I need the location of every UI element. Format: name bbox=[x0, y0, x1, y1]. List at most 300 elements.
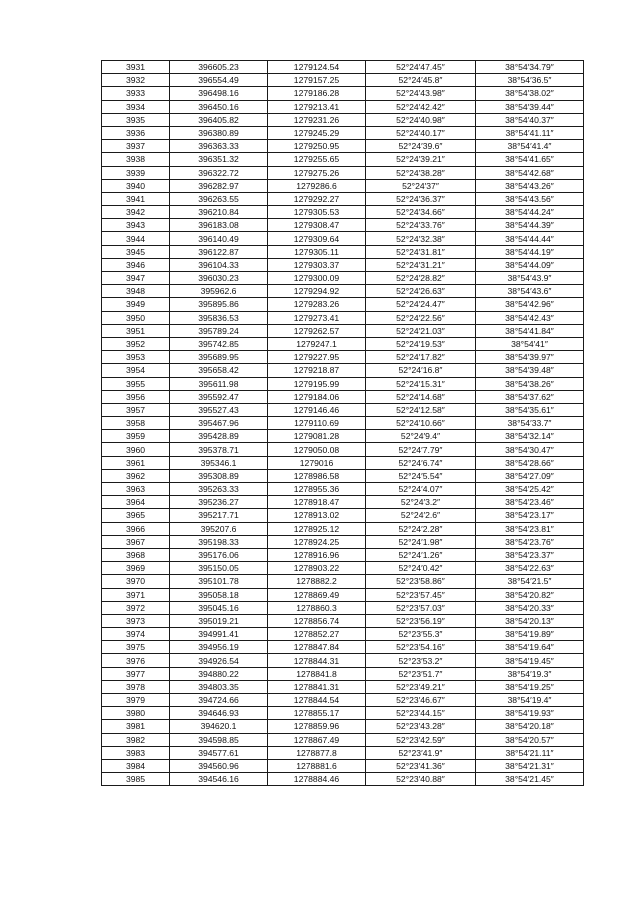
y-coordinate-cell: 1278955.36 bbox=[268, 483, 366, 496]
longitude-cell: 38°54′41″ bbox=[476, 337, 584, 350]
longitude-cell: 38°54′44.09″ bbox=[476, 258, 584, 271]
point-number-cell: 3954 bbox=[102, 364, 170, 377]
latitude-cell: 52°24′28.82″ bbox=[366, 272, 476, 285]
point-number-cell: 3970 bbox=[102, 575, 170, 588]
longitude-cell: 38°54′21.11″ bbox=[476, 746, 584, 759]
longitude-cell: 38°54′44.24″ bbox=[476, 206, 584, 219]
point-number-cell: 3950 bbox=[102, 311, 170, 324]
longitude-cell: 38°54′23.76″ bbox=[476, 535, 584, 548]
longitude-cell: 38°54′30.47″ bbox=[476, 443, 584, 456]
point-number-cell: 3958 bbox=[102, 417, 170, 430]
x-coordinate-cell: 394646.93 bbox=[170, 707, 268, 720]
point-number-cell: 3955 bbox=[102, 377, 170, 390]
y-coordinate-cell: 1279110.69 bbox=[268, 417, 366, 430]
y-coordinate-cell: 1279300.09 bbox=[268, 272, 366, 285]
y-coordinate-cell: 1279218.87 bbox=[268, 364, 366, 377]
longitude-cell: 38°54′20.82″ bbox=[476, 588, 584, 601]
x-coordinate-cell: 396498.16 bbox=[170, 87, 268, 100]
y-coordinate-cell: 1279146.46 bbox=[268, 403, 366, 416]
table-row bbox=[102, 680, 584, 693]
y-coordinate-cell: 1279016 bbox=[268, 456, 366, 469]
x-coordinate-cell: 396210.84 bbox=[170, 206, 268, 219]
table-row bbox=[102, 575, 584, 588]
table-row bbox=[102, 206, 584, 219]
longitude-cell: 38°54′38.02″ bbox=[476, 87, 584, 100]
latitude-cell: 52°24′14.68″ bbox=[366, 390, 476, 403]
longitude-cell: 38°54′19.45″ bbox=[476, 654, 584, 667]
longitude-cell: 38°54′19.4″ bbox=[476, 694, 584, 707]
latitude-cell: 52°23′46.67″ bbox=[366, 694, 476, 707]
table-row bbox=[102, 377, 584, 390]
x-coordinate-cell: 394880.22 bbox=[170, 667, 268, 680]
y-coordinate-cell: 1279227.95 bbox=[268, 351, 366, 364]
point-number-cell: 3969 bbox=[102, 562, 170, 575]
point-number-cell: 3976 bbox=[102, 654, 170, 667]
y-coordinate-cell: 1278852.27 bbox=[268, 628, 366, 641]
y-coordinate-cell: 1278867.49 bbox=[268, 733, 366, 746]
table-row bbox=[102, 232, 584, 245]
latitude-cell: 52°23′41.36″ bbox=[366, 759, 476, 772]
latitude-cell: 52°23′51.7″ bbox=[366, 667, 476, 680]
longitude-cell: 38°54′23.37″ bbox=[476, 548, 584, 561]
y-coordinate-cell: 1278841.31 bbox=[268, 680, 366, 693]
table-row bbox=[102, 153, 584, 166]
table-row bbox=[102, 100, 584, 113]
x-coordinate-cell: 395019.21 bbox=[170, 614, 268, 627]
x-coordinate-cell: 395198.33 bbox=[170, 535, 268, 548]
longitude-cell: 38°54′36.5″ bbox=[476, 74, 584, 87]
point-number-cell: 3938 bbox=[102, 153, 170, 166]
point-number-cell: 3932 bbox=[102, 74, 170, 87]
point-number-cell: 3962 bbox=[102, 469, 170, 482]
table-row bbox=[102, 759, 584, 772]
x-coordinate-cell: 396405.82 bbox=[170, 113, 268, 126]
latitude-cell: 52°24′40.98″ bbox=[366, 113, 476, 126]
y-coordinate-cell: 1279186.28 bbox=[268, 87, 366, 100]
point-number-cell: 3981 bbox=[102, 720, 170, 733]
point-number-cell: 3951 bbox=[102, 324, 170, 337]
longitude-cell: 38°54′21.5″ bbox=[476, 575, 584, 588]
latitude-cell: 52°24′7.79″ bbox=[366, 443, 476, 456]
y-coordinate-cell: 1278916.96 bbox=[268, 548, 366, 561]
coordinates-table bbox=[101, 60, 584, 786]
x-coordinate-cell: 395263.33 bbox=[170, 483, 268, 496]
longitude-cell: 38°54′34.79″ bbox=[476, 61, 584, 74]
point-number-cell: 3939 bbox=[102, 166, 170, 179]
latitude-cell: 52°24′9.4″ bbox=[366, 430, 476, 443]
x-coordinate-cell: 395527.43 bbox=[170, 403, 268, 416]
longitude-cell: 38°54′20.18″ bbox=[476, 720, 584, 733]
table-row bbox=[102, 535, 584, 548]
table-row bbox=[102, 192, 584, 205]
longitude-cell: 38°54′41.4″ bbox=[476, 140, 584, 153]
latitude-cell: 52°24′19.53″ bbox=[366, 337, 476, 350]
y-coordinate-cell: 1278986.58 bbox=[268, 469, 366, 482]
latitude-cell: 52°24′17.82″ bbox=[366, 351, 476, 364]
latitude-cell: 52°24′22.56″ bbox=[366, 311, 476, 324]
table-row bbox=[102, 285, 584, 298]
x-coordinate-cell: 396263.55 bbox=[170, 192, 268, 205]
point-number-cell: 3935 bbox=[102, 113, 170, 126]
latitude-cell: 52°23′56.19″ bbox=[366, 614, 476, 627]
point-number-cell: 3983 bbox=[102, 746, 170, 759]
table-row bbox=[102, 140, 584, 153]
point-number-cell: 3982 bbox=[102, 733, 170, 746]
longitude-cell: 38°54′44.39″ bbox=[476, 219, 584, 232]
y-coordinate-cell: 1278841.8 bbox=[268, 667, 366, 680]
table-row bbox=[102, 469, 584, 482]
x-coordinate-cell: 394956.19 bbox=[170, 641, 268, 654]
y-coordinate-cell: 1279283.26 bbox=[268, 298, 366, 311]
table-row bbox=[102, 720, 584, 733]
latitude-cell: 52°24′6.74″ bbox=[366, 456, 476, 469]
longitude-cell: 38°54′19.25″ bbox=[476, 680, 584, 693]
longitude-cell: 38°54′40.37″ bbox=[476, 113, 584, 126]
x-coordinate-cell: 395895.86 bbox=[170, 298, 268, 311]
y-coordinate-cell: 1279213.41 bbox=[268, 100, 366, 113]
y-coordinate-cell: 1279050.08 bbox=[268, 443, 366, 456]
table-row bbox=[102, 496, 584, 509]
x-coordinate-cell: 395611.98 bbox=[170, 377, 268, 390]
table-row bbox=[102, 74, 584, 87]
longitude-cell: 38°54′41.11″ bbox=[476, 126, 584, 139]
longitude-cell: 38°54′21.45″ bbox=[476, 773, 584, 786]
table-row bbox=[102, 364, 584, 377]
table-row bbox=[102, 588, 584, 601]
y-coordinate-cell: 1279081.28 bbox=[268, 430, 366, 443]
table-row bbox=[102, 258, 584, 271]
table-row bbox=[102, 601, 584, 614]
latitude-cell: 52°23′55.3″ bbox=[366, 628, 476, 641]
point-number-cell: 3943 bbox=[102, 219, 170, 232]
table-row bbox=[102, 694, 584, 707]
point-number-cell: 3979 bbox=[102, 694, 170, 707]
longitude-cell: 38°54′38.26″ bbox=[476, 377, 584, 390]
latitude-cell: 52°23′44.15″ bbox=[366, 707, 476, 720]
x-coordinate-cell: 395236.27 bbox=[170, 496, 268, 509]
coordinates-table-body bbox=[102, 61, 584, 786]
table-row bbox=[102, 245, 584, 258]
latitude-cell: 52°24′33.76″ bbox=[366, 219, 476, 232]
point-number-cell: 3961 bbox=[102, 456, 170, 469]
table-row bbox=[102, 509, 584, 522]
point-number-cell: 3967 bbox=[102, 535, 170, 548]
x-coordinate-cell: 395150.05 bbox=[170, 562, 268, 575]
y-coordinate-cell: 1279273.41 bbox=[268, 311, 366, 324]
y-coordinate-cell: 1279303.37 bbox=[268, 258, 366, 271]
latitude-cell: 52°24′42.42″ bbox=[366, 100, 476, 113]
y-coordinate-cell: 1278844.31 bbox=[268, 654, 366, 667]
y-coordinate-cell: 1279275.26 bbox=[268, 166, 366, 179]
point-number-cell: 3952 bbox=[102, 337, 170, 350]
y-coordinate-cell: 1279305.53 bbox=[268, 206, 366, 219]
longitude-cell: 38°54′43.9″ bbox=[476, 272, 584, 285]
longitude-cell: 38°54′41.84″ bbox=[476, 324, 584, 337]
table-row bbox=[102, 337, 584, 350]
latitude-cell: 52°24′40.17″ bbox=[366, 126, 476, 139]
point-number-cell: 3963 bbox=[102, 483, 170, 496]
x-coordinate-cell: 396282.97 bbox=[170, 179, 268, 192]
x-coordinate-cell: 394724.66 bbox=[170, 694, 268, 707]
y-coordinate-cell: 1278855.17 bbox=[268, 707, 366, 720]
table-row bbox=[102, 733, 584, 746]
latitude-cell: 52°24′34.66″ bbox=[366, 206, 476, 219]
longitude-cell: 38°54′20.33″ bbox=[476, 601, 584, 614]
point-number-cell: 3972 bbox=[102, 601, 170, 614]
x-coordinate-cell: 394620.1 bbox=[170, 720, 268, 733]
longitude-cell: 38°54′23.46″ bbox=[476, 496, 584, 509]
x-coordinate-cell: 395592.47 bbox=[170, 390, 268, 403]
longitude-cell: 38°54′42.68″ bbox=[476, 166, 584, 179]
y-coordinate-cell: 1279262.57 bbox=[268, 324, 366, 337]
x-coordinate-cell: 394560.96 bbox=[170, 759, 268, 772]
latitude-cell: 52°24′36.37″ bbox=[366, 192, 476, 205]
latitude-cell: 52°24′31.81″ bbox=[366, 245, 476, 258]
y-coordinate-cell: 1279245.29 bbox=[268, 126, 366, 139]
point-number-cell: 3977 bbox=[102, 667, 170, 680]
longitude-cell: 38°54′21.31″ bbox=[476, 759, 584, 772]
longitude-cell: 38°54′33.7″ bbox=[476, 417, 584, 430]
y-coordinate-cell: 1279309.64 bbox=[268, 232, 366, 245]
latitude-cell: 52°24′0.42″ bbox=[366, 562, 476, 575]
longitude-cell: 38°54′19.89″ bbox=[476, 628, 584, 641]
x-coordinate-cell: 396183.08 bbox=[170, 219, 268, 232]
latitude-cell: 52°24′2.6″ bbox=[366, 509, 476, 522]
x-coordinate-cell: 394546.16 bbox=[170, 773, 268, 786]
table-row bbox=[102, 179, 584, 192]
latitude-cell: 52°24′1.98″ bbox=[366, 535, 476, 548]
x-coordinate-cell: 395962.6 bbox=[170, 285, 268, 298]
y-coordinate-cell: 1278856.74 bbox=[268, 614, 366, 627]
latitude-cell: 52°24′3.2″ bbox=[366, 496, 476, 509]
longitude-cell: 38°54′23.17″ bbox=[476, 509, 584, 522]
x-coordinate-cell: 394598.85 bbox=[170, 733, 268, 746]
y-coordinate-cell: 1278869.49 bbox=[268, 588, 366, 601]
y-coordinate-cell: 1278924.25 bbox=[268, 535, 366, 548]
latitude-cell: 52°24′43.98″ bbox=[366, 87, 476, 100]
table-row bbox=[102, 166, 584, 179]
table-row bbox=[102, 272, 584, 285]
x-coordinate-cell: 395308.89 bbox=[170, 469, 268, 482]
y-coordinate-cell: 1279231.26 bbox=[268, 113, 366, 126]
table-row bbox=[102, 628, 584, 641]
y-coordinate-cell: 1278882.2 bbox=[268, 575, 366, 588]
point-number-cell: 3945 bbox=[102, 245, 170, 258]
y-coordinate-cell: 1279247.1 bbox=[268, 337, 366, 350]
point-number-cell: 3949 bbox=[102, 298, 170, 311]
point-number-cell: 3942 bbox=[102, 206, 170, 219]
point-number-cell: 3965 bbox=[102, 509, 170, 522]
y-coordinate-cell: 1278903.22 bbox=[268, 562, 366, 575]
table-row bbox=[102, 61, 584, 74]
point-number-cell: 3966 bbox=[102, 522, 170, 535]
longitude-cell: 38°54′42.96″ bbox=[476, 298, 584, 311]
x-coordinate-cell: 395346.1 bbox=[170, 456, 268, 469]
longitude-cell: 38°54′32.14″ bbox=[476, 430, 584, 443]
point-number-cell: 3974 bbox=[102, 628, 170, 641]
point-number-cell: 3931 bbox=[102, 61, 170, 74]
point-number-cell: 3937 bbox=[102, 140, 170, 153]
longitude-cell: 38°54′28.66″ bbox=[476, 456, 584, 469]
y-coordinate-cell: 1278913.02 bbox=[268, 509, 366, 522]
longitude-cell: 38°54′41.65″ bbox=[476, 153, 584, 166]
y-coordinate-cell: 1278918.47 bbox=[268, 496, 366, 509]
x-coordinate-cell: 396605.23 bbox=[170, 61, 268, 74]
point-number-cell: 3940 bbox=[102, 179, 170, 192]
longitude-cell: 38°54′23.81″ bbox=[476, 522, 584, 535]
x-coordinate-cell: 395789.24 bbox=[170, 324, 268, 337]
latitude-cell: 52°24′16.8″ bbox=[366, 364, 476, 377]
x-coordinate-cell: 395742.85 bbox=[170, 337, 268, 350]
x-coordinate-cell: 396450.16 bbox=[170, 100, 268, 113]
longitude-cell: 38°54′44.44″ bbox=[476, 232, 584, 245]
latitude-cell: 52°24′12.58″ bbox=[366, 403, 476, 416]
longitude-cell: 38°54′39.48″ bbox=[476, 364, 584, 377]
latitude-cell: 52°24′15.31″ bbox=[366, 377, 476, 390]
table-row bbox=[102, 548, 584, 561]
table-row bbox=[102, 324, 584, 337]
x-coordinate-cell: 395217.71 bbox=[170, 509, 268, 522]
longitude-cell: 38°54′43.26″ bbox=[476, 179, 584, 192]
table-row bbox=[102, 87, 584, 100]
table-row bbox=[102, 311, 584, 324]
latitude-cell: 52°24′5.54″ bbox=[366, 469, 476, 482]
latitude-cell: 52°23′41.9″ bbox=[366, 746, 476, 759]
table-row bbox=[102, 746, 584, 759]
x-coordinate-cell: 396322.72 bbox=[170, 166, 268, 179]
longitude-cell: 38°54′39.97″ bbox=[476, 351, 584, 364]
point-number-cell: 3957 bbox=[102, 403, 170, 416]
table-row bbox=[102, 522, 584, 535]
table-row bbox=[102, 126, 584, 139]
table-row bbox=[102, 483, 584, 496]
point-number-cell: 3956 bbox=[102, 390, 170, 403]
longitude-cell: 38°54′42.43″ bbox=[476, 311, 584, 324]
latitude-cell: 52°23′49.21″ bbox=[366, 680, 476, 693]
point-number-cell: 3980 bbox=[102, 707, 170, 720]
x-coordinate-cell: 395378.71 bbox=[170, 443, 268, 456]
latitude-cell: 52°24′21.03″ bbox=[366, 324, 476, 337]
latitude-cell: 52°24′10.66″ bbox=[366, 417, 476, 430]
point-number-cell: 3941 bbox=[102, 192, 170, 205]
table-row bbox=[102, 654, 584, 667]
table-row bbox=[102, 562, 584, 575]
latitude-cell: 52°24′1.26″ bbox=[366, 548, 476, 561]
y-coordinate-cell: 1279250.95 bbox=[268, 140, 366, 153]
point-number-cell: 3960 bbox=[102, 443, 170, 456]
point-number-cell: 3933 bbox=[102, 87, 170, 100]
table-row bbox=[102, 113, 584, 126]
table-row bbox=[102, 443, 584, 456]
longitude-cell: 38°54′35.61″ bbox=[476, 403, 584, 416]
latitude-cell: 52°23′54.16″ bbox=[366, 641, 476, 654]
latitude-cell: 52°24′31.21″ bbox=[366, 258, 476, 271]
point-number-cell: 3934 bbox=[102, 100, 170, 113]
point-number-cell: 3946 bbox=[102, 258, 170, 271]
x-coordinate-cell: 395467.96 bbox=[170, 417, 268, 430]
point-number-cell: 3959 bbox=[102, 430, 170, 443]
latitude-cell: 52°24′37″ bbox=[366, 179, 476, 192]
y-coordinate-cell: 1279255.65 bbox=[268, 153, 366, 166]
x-coordinate-cell: 395207.6 bbox=[170, 522, 268, 535]
table-row bbox=[102, 707, 584, 720]
latitude-cell: 52°23′57.03″ bbox=[366, 601, 476, 614]
y-coordinate-cell: 1279292.27 bbox=[268, 192, 366, 205]
latitude-cell: 52°24′45.8″ bbox=[366, 74, 476, 87]
longitude-cell: 38°54′43.6″ bbox=[476, 285, 584, 298]
table-row bbox=[102, 351, 584, 364]
y-coordinate-cell: 1279294.92 bbox=[268, 285, 366, 298]
latitude-cell: 52°24′4.07″ bbox=[366, 483, 476, 496]
y-coordinate-cell: 1279305.11 bbox=[268, 245, 366, 258]
y-coordinate-cell: 1278877.8 bbox=[268, 746, 366, 759]
point-number-cell: 3953 bbox=[102, 351, 170, 364]
x-coordinate-cell: 396030.23 bbox=[170, 272, 268, 285]
y-coordinate-cell: 1279184.06 bbox=[268, 390, 366, 403]
point-number-cell: 3936 bbox=[102, 126, 170, 139]
latitude-cell: 52°23′57.45″ bbox=[366, 588, 476, 601]
x-coordinate-cell: 395058.18 bbox=[170, 588, 268, 601]
latitude-cell: 52°23′42.59″ bbox=[366, 733, 476, 746]
x-coordinate-cell: 394991.41 bbox=[170, 628, 268, 641]
x-coordinate-cell: 396140.49 bbox=[170, 232, 268, 245]
latitude-cell: 52°24′32.38″ bbox=[366, 232, 476, 245]
latitude-cell: 52°23′40.88″ bbox=[366, 773, 476, 786]
longitude-cell: 38°54′22.63″ bbox=[476, 562, 584, 575]
table-row bbox=[102, 641, 584, 654]
table-row bbox=[102, 219, 584, 232]
x-coordinate-cell: 396554.49 bbox=[170, 74, 268, 87]
y-coordinate-cell: 1279308.47 bbox=[268, 219, 366, 232]
point-number-cell: 3944 bbox=[102, 232, 170, 245]
x-coordinate-cell: 395836.53 bbox=[170, 311, 268, 324]
point-number-cell: 3971 bbox=[102, 588, 170, 601]
point-number-cell: 3968 bbox=[102, 548, 170, 561]
point-number-cell: 3984 bbox=[102, 759, 170, 772]
latitude-cell: 52°24′26.63″ bbox=[366, 285, 476, 298]
x-coordinate-cell: 396380.89 bbox=[170, 126, 268, 139]
longitude-cell: 38°54′43.56″ bbox=[476, 192, 584, 205]
y-coordinate-cell: 1278844.54 bbox=[268, 694, 366, 707]
latitude-cell: 52°24′39.6″ bbox=[366, 140, 476, 153]
latitude-cell: 52°24′2.28″ bbox=[366, 522, 476, 535]
table-row bbox=[102, 417, 584, 430]
latitude-cell: 52°24′38.28″ bbox=[366, 166, 476, 179]
x-coordinate-cell: 394577.61 bbox=[170, 746, 268, 759]
point-number-cell: 3964 bbox=[102, 496, 170, 509]
y-coordinate-cell: 1278881.6 bbox=[268, 759, 366, 772]
y-coordinate-cell: 1279286.6 bbox=[268, 179, 366, 192]
table-row bbox=[102, 298, 584, 311]
y-coordinate-cell: 1279124.54 bbox=[268, 61, 366, 74]
x-coordinate-cell: 395101.78 bbox=[170, 575, 268, 588]
x-coordinate-cell: 395689.95 bbox=[170, 351, 268, 364]
latitude-cell: 52°23′58.86″ bbox=[366, 575, 476, 588]
y-coordinate-cell: 1279195.99 bbox=[268, 377, 366, 390]
latitude-cell: 52°24′47.45″ bbox=[366, 61, 476, 74]
longitude-cell: 38°54′39.44″ bbox=[476, 100, 584, 113]
point-number-cell: 3975 bbox=[102, 641, 170, 654]
x-coordinate-cell: 396351.32 bbox=[170, 153, 268, 166]
x-coordinate-cell: 395428.89 bbox=[170, 430, 268, 443]
longitude-cell: 38°54′19.64″ bbox=[476, 641, 584, 654]
table-row bbox=[102, 773, 584, 786]
latitude-cell: 52°23′43.28″ bbox=[366, 720, 476, 733]
x-coordinate-cell: 395176.06 bbox=[170, 548, 268, 561]
longitude-cell: 38°54′27.09″ bbox=[476, 469, 584, 482]
latitude-cell: 52°24′39.21″ bbox=[366, 153, 476, 166]
longitude-cell: 38°54′19.93″ bbox=[476, 707, 584, 720]
